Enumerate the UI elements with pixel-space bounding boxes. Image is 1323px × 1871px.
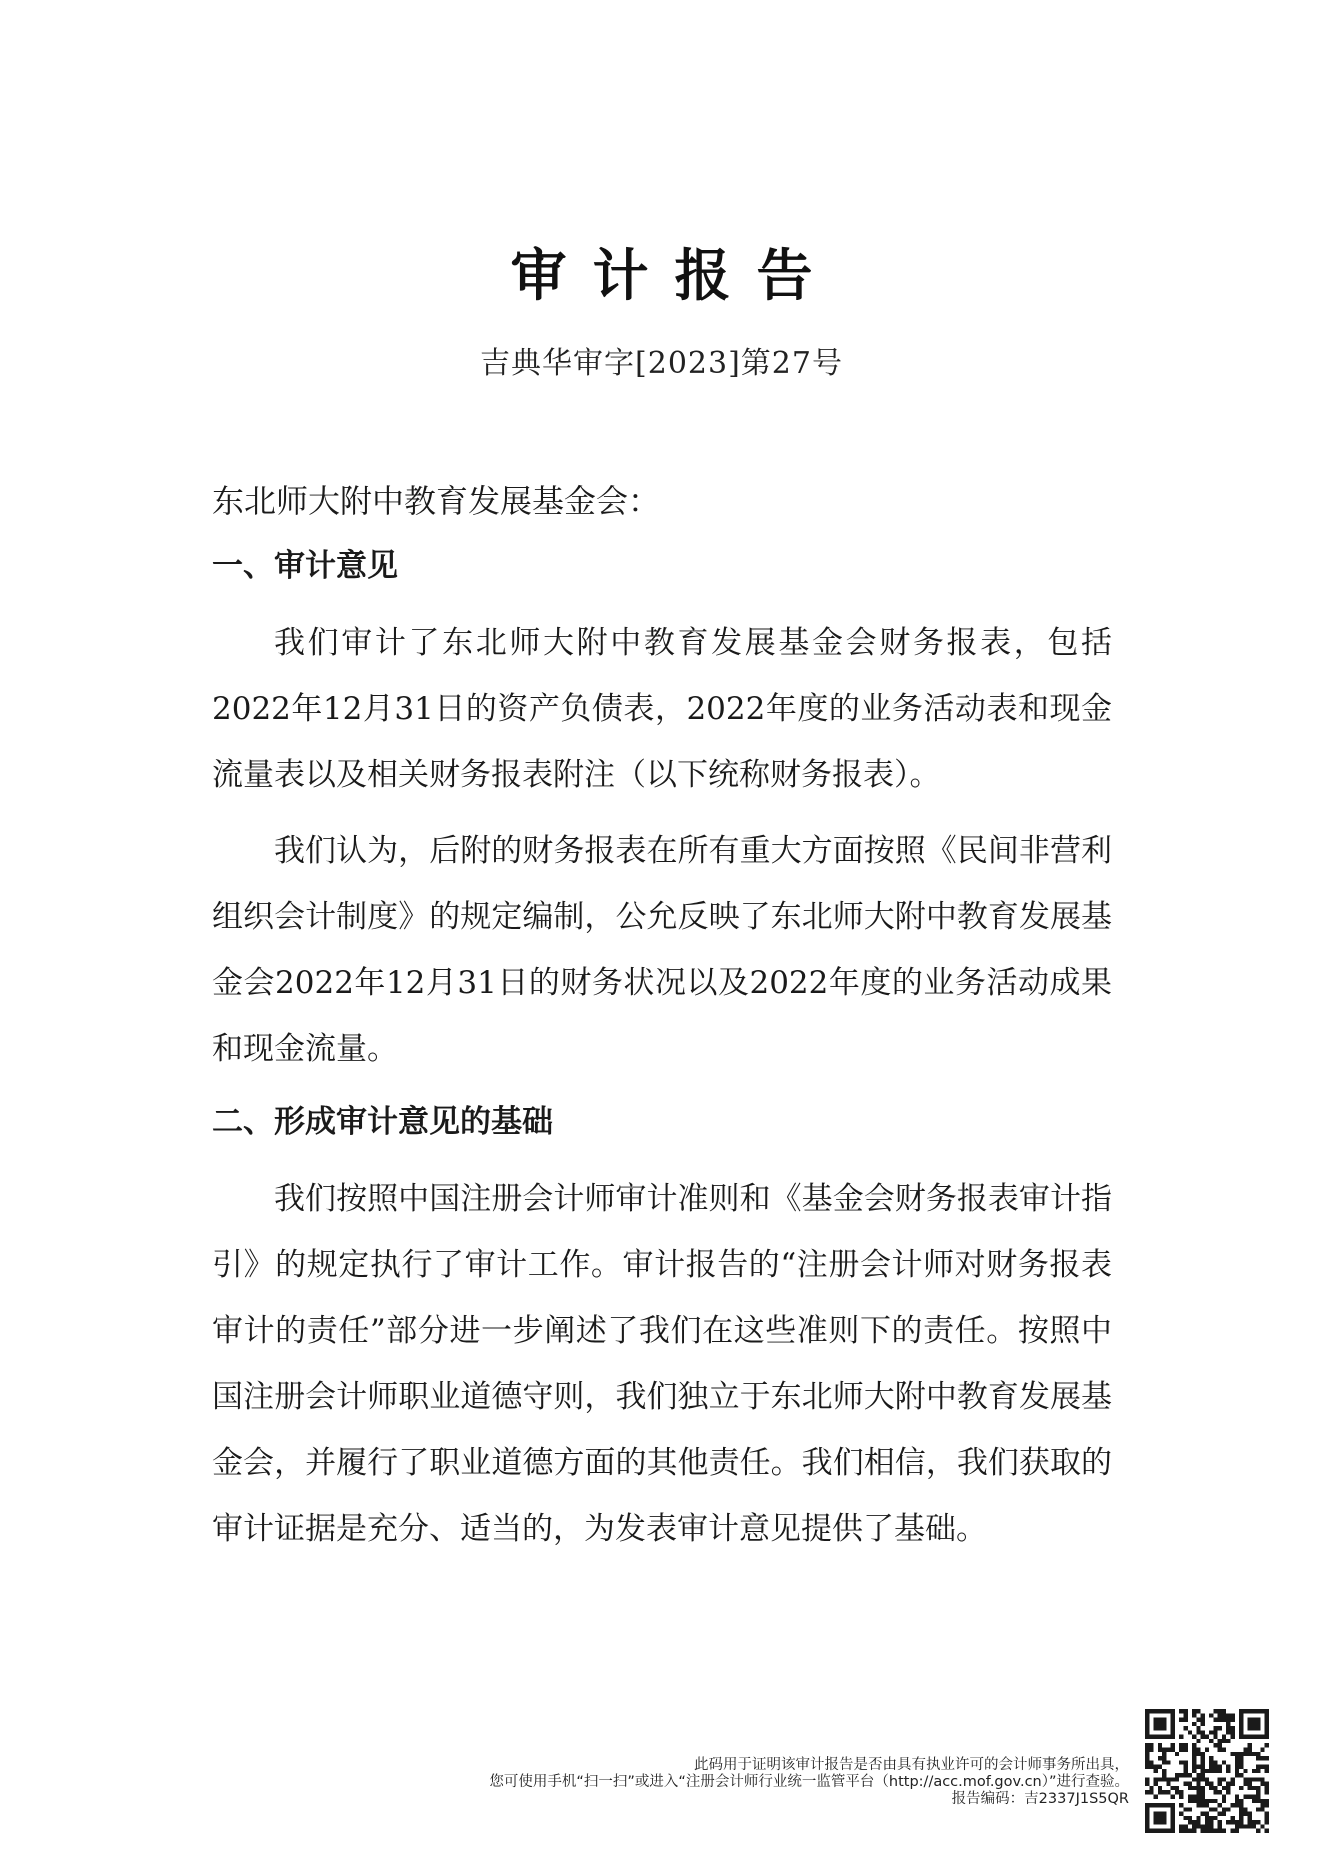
document-title: 审计报告 (510, 243, 839, 309)
report-body (212, 470, 1112, 1572)
basis-paragraph-1: 我们按照中国注册会计师审计准则和《基金会财务报表审计指引》的规定执行了审计工作。审计报告的“注册会计师对财务报表审计的责任”部分进一步阐述了我们在这些准则下的责任。按照中国注册会计师职业道德守则，我们独立于东北师大附中教育发展基金会，并履行了职业道德方面的其他责任。我们相信，我们获取的审计证据是充分、适当的，为发表审计意见提供了基础。 (212, 1181, 1112, 1547)
qr-code-icon (1145, 1709, 1269, 1833)
addressee: 东北师大附中教育发展基金会： (212, 482, 661, 520)
report-code: 报告编码：吉2337J1S5QR (951, 1791, 1129, 1807)
verification-footer (349, 1709, 1269, 1851)
document-number: 吉典华审字[2023]第27号 (480, 346, 843, 381)
opinion-paragraph-1: 我们审计了东北师大附中教育发展基金会财务报表，包括2022年12月31日的资产负债表，2022年度的业务活动表和现金流量表以及相关财务报表附注（以下统称财务报表）。 (212, 625, 1112, 793)
verification-line-2: 您可使用手机“扫一扫”或进入“注册会计师行业统一监管平台（http://acc.mof.gov.cn）”进行查验。 (489, 1774, 1129, 1790)
section-heading-opinion: 一、审计意见 (212, 548, 398, 584)
opinion-paragraph-2: 我们认为，后附的财务报表在所有重大方面按照《民间非营利组织会计制度》的规定编制，公允反映了东北师大附中教育发展基金会2022年12月31日的财务状况以及2022年度的业务活动成果和现金流量。 (212, 833, 1112, 1067)
verification-note (349, 1757, 1129, 1808)
verification-line-1: 此码用于证明该审计报告是否由具有执业许可的会计师事务所出具， (694, 1757, 1129, 1773)
section-heading-basis: 二、形成审计意见的基础 (212, 1104, 553, 1140)
